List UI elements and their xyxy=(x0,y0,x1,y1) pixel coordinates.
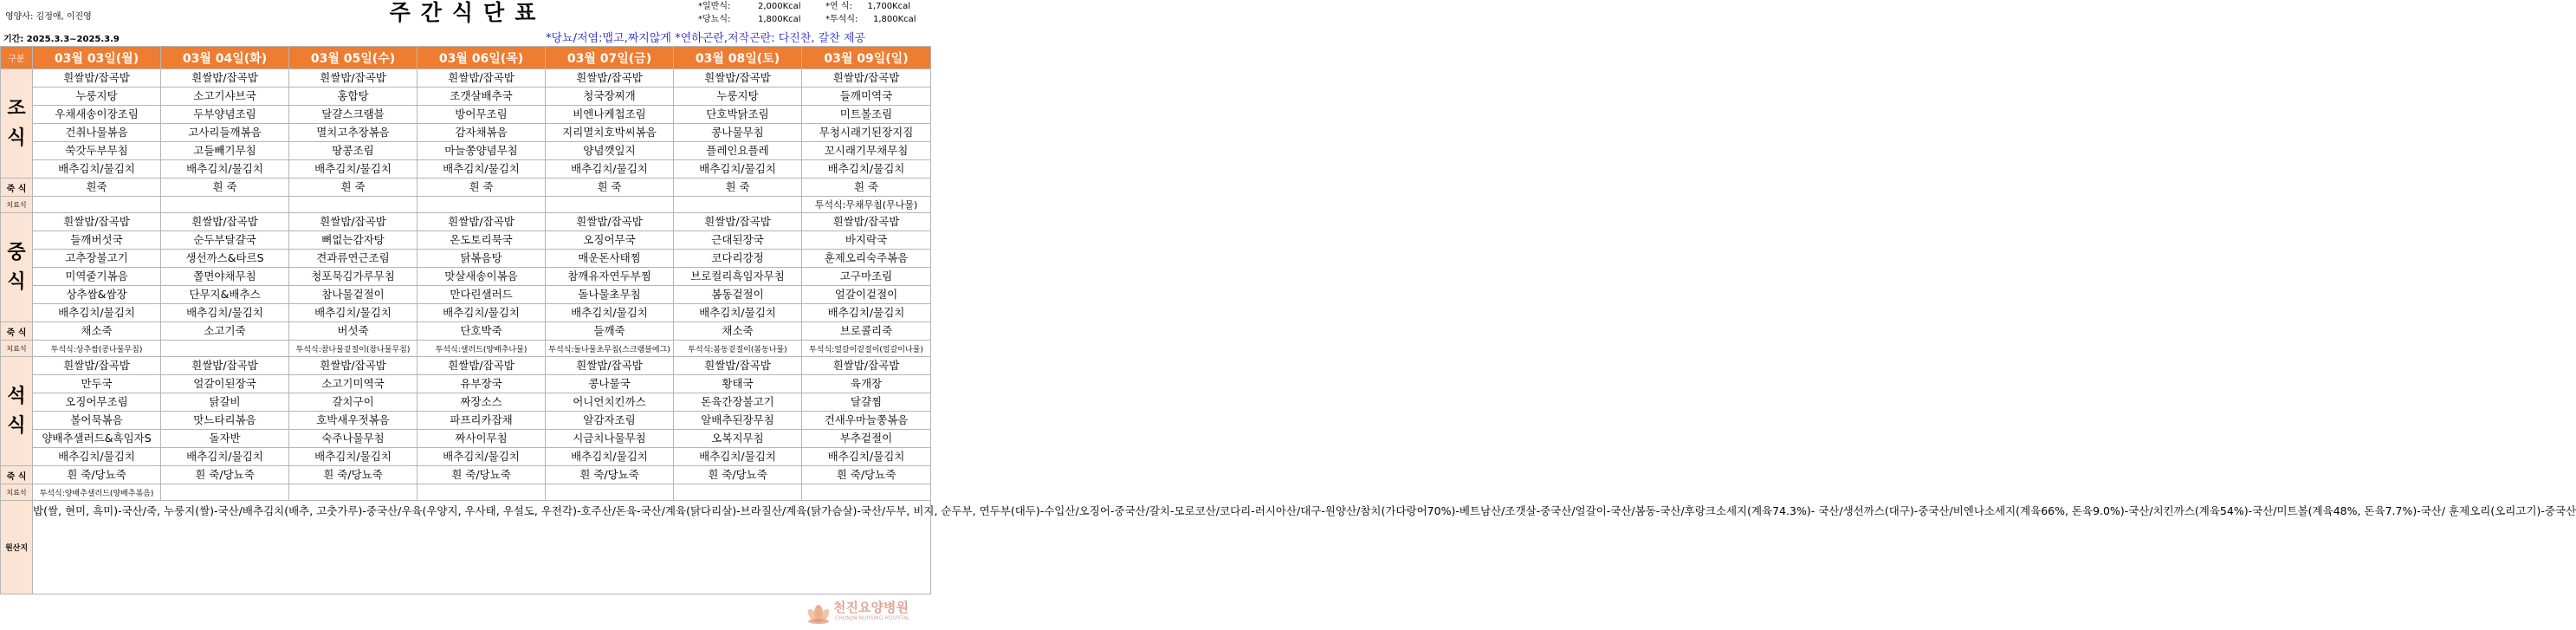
dish-cell: 달걀찜 xyxy=(802,393,931,412)
porridge-row-label: 죽 식 xyxy=(1,322,33,341)
dish-cell: 배추김치/물김치 xyxy=(289,160,417,179)
dish-cell: 흰쌀밥/잡곡밥 xyxy=(546,213,674,231)
dish-cell: 배추김치/물김치 xyxy=(33,304,161,322)
dish-cell: 어니언치킨까스 xyxy=(546,393,674,412)
menu-row xyxy=(1,69,931,88)
dish-cell: 소고기샤브국 xyxy=(161,88,289,106)
porridge-row-cell: 소고기죽 xyxy=(161,322,289,341)
dish-cell: 흰쌀밥/잡곡밥 xyxy=(161,213,289,231)
dish-cell: 배추김치/물김치 xyxy=(802,448,931,466)
dish-cell: 청국장찌개 xyxy=(546,88,674,106)
dish-cell: 오징어무국 xyxy=(546,231,674,250)
meal-label: 조 식 xyxy=(1,69,33,179)
dish-cell: 맛느타리볶음 xyxy=(161,412,289,430)
dish-cell: 흰쌀밥/잡곡밥 xyxy=(289,357,417,375)
therapeutic-row-cell: 투석식:상추쌈(콩나물무침) xyxy=(33,341,161,357)
therapeutic-row xyxy=(1,341,931,357)
menu-row xyxy=(1,124,931,142)
menu-row xyxy=(1,393,931,412)
dish-cell: 미역줄기볶음 xyxy=(33,268,161,286)
dish-cell: 흰쌀밥/잡곡밥 xyxy=(33,213,161,231)
dish-cell: 멸치고추장볶음 xyxy=(289,124,417,142)
menu-row xyxy=(1,213,931,231)
nutritionist-text: 영양사: 김정애, 이진영 xyxy=(5,12,92,22)
dish-cell: 참나물겉절이 xyxy=(289,286,417,304)
dish-cell: 순두부달걀국 xyxy=(161,231,289,250)
dish-cell: 배추김치/물김치 xyxy=(802,160,931,179)
dish-cell: 상추쌈&쌈장 xyxy=(33,286,161,304)
dish-cell: 배추김치/물김치 xyxy=(161,304,289,322)
dish-cell: 알배추된장무침 xyxy=(674,412,802,430)
menu-row xyxy=(1,412,931,430)
day-header: 03월 06일(목) xyxy=(417,47,546,69)
porridge-row-label: 죽 식 xyxy=(1,466,33,484)
diet-note: *당뇨/저염:맵고,짜지않게 *연하곤란,저작곤란: 다진찬, 갈찬 제공 xyxy=(546,32,866,45)
diabetic-value: 1,800Kcal xyxy=(757,15,801,24)
dish-cell: 배추김치/물김치 xyxy=(161,448,289,466)
dish-cell: 흰쌀밥/잡곡밥 xyxy=(802,69,931,88)
porridge-row-cell: 들깨죽 xyxy=(546,322,674,341)
period-text: 기간: 2025.3.3~2025.3.9 xyxy=(3,35,120,44)
dish-cell: 배추김치/물김치 xyxy=(417,448,546,466)
porridge-row-cell: 흰 죽/당뇨죽 xyxy=(417,466,546,484)
dish-cell: 배추김치/물김치 xyxy=(289,304,417,322)
dish-cell: 배추김치/물김치 xyxy=(546,160,674,179)
dish-cell: 바지락국 xyxy=(802,231,931,250)
dish-cell: 누룽지탕 xyxy=(674,88,802,106)
dish-cell: 매운돈사태찜 xyxy=(546,250,674,268)
origin-row xyxy=(1,501,931,594)
hospital-logo xyxy=(804,596,930,627)
dish-cell: 건새우마늘쫑볶음 xyxy=(802,412,931,430)
dish-cell: 코다리강정 xyxy=(674,250,802,268)
porridge-row-cell: 흰 죽/당뇨죽 xyxy=(674,466,802,484)
therapeutic-row-cell: 투석식:무채무침(무나물) xyxy=(802,197,931,213)
porridge-row-cell: 흰 죽 xyxy=(289,179,417,197)
dialysis-value: 1,800Kcal xyxy=(872,15,916,24)
dish-cell: 부추겉절이 xyxy=(802,430,931,448)
dish-cell: 시금치나물무침 xyxy=(546,430,674,448)
dish-cell: 미트볼조림 xyxy=(802,106,931,124)
therapeutic-row xyxy=(1,484,931,501)
dish-cell: 배추김치/물김치 xyxy=(289,448,417,466)
therapeutic-row-cell xyxy=(33,197,161,213)
dish-cell: 배추김치/물김치 xyxy=(33,448,161,466)
menu-body xyxy=(1,69,2576,594)
menu-row xyxy=(1,106,931,124)
dish-cell: 돌나물초무침 xyxy=(546,286,674,304)
porridge-row-cell: 흰 죽 xyxy=(802,179,931,197)
dish-cell: 단호박닭조림 xyxy=(674,106,802,124)
origin-label: 원산지 xyxy=(1,501,33,594)
dish-cell: 오복지무침 xyxy=(674,430,802,448)
menu-row xyxy=(1,286,931,304)
dish-cell: 닭볶음탕 xyxy=(417,250,546,268)
origin-text: 밥(쌀, 현미, 흑미)-국산/죽, 누룽지(쌀)-국산/배추김치(배추, 고춧가루)-중국산/우육(우양지, 우사태, 우설도, 우전각)-호주산/돈육-국산/계육(닭다리살)-브라질산/계육(닭가슴살)-국산/두부, 비지, 순두부, 연두부(대두)-수입산/오징어-중국산/갈치-모로코산/코다리-러시아산/대구-원양산/참치(가다랑어70%)-베트남산/조갯살-중국산/얼갈이-국산/봄동-국산/후랑크소세지(계육74.3%)- 국산/생선까스(대구)-중국산/비엔나소세지(계육66%, 돈육9.0%)-국산/치킨까스(계육54%)-국산/미트볼(계육48%, 돈육7.7%)-국산/ 훈제오리(오리고기)-중국산 xyxy=(33,501,931,594)
diabetic-label: *당뇨식: xyxy=(698,15,731,24)
dish-cell: 얼갈이된장국 xyxy=(161,375,289,393)
dish-cell: 건취나물볶음 xyxy=(33,124,161,142)
menu-row xyxy=(1,268,931,286)
dish-cell: 비엔나케첩조림 xyxy=(546,106,674,124)
meal-label: 중 식 xyxy=(1,213,33,322)
dish-cell: 흰쌀밥/잡곡밥 xyxy=(417,357,546,375)
dish-cell: 근대된장국 xyxy=(674,231,802,250)
therapeutic-row-cell: 투석식:참나물겉절이(참나물무침) xyxy=(289,341,417,357)
weekly-menu-table xyxy=(0,46,2576,594)
dish-cell: 두부양념조림 xyxy=(161,106,289,124)
porridge-row-cell: 흰 죽/당뇨죽 xyxy=(33,466,161,484)
dish-cell: 돈육간장불고기 xyxy=(674,393,802,412)
dish-cell: 무청시래기된장지짐 xyxy=(802,124,931,142)
dish-cell: 흰쌀밥/잡곡밥 xyxy=(546,357,674,375)
dish-cell: 배추김치/물김치 xyxy=(417,160,546,179)
dish-cell: 플레인요플레 xyxy=(674,142,802,160)
day-header: 03월 07일(금) xyxy=(546,47,674,69)
page-title: 주간식단표 xyxy=(389,0,547,25)
day-header: 03월 09일(일) xyxy=(802,47,931,69)
dish-cell: 참깨유자연두부찜 xyxy=(546,268,674,286)
porridge-row-label: 죽 식 xyxy=(1,179,33,197)
dish-cell: 흰쌀밥/잡곡밥 xyxy=(289,69,417,88)
dish-cell: 맛살새송이볶음 xyxy=(417,268,546,286)
therapeutic-row-cell xyxy=(802,484,931,501)
dish-cell: 고추장불고기 xyxy=(33,250,161,268)
therapeutic-row-cell xyxy=(161,197,289,213)
menu-row xyxy=(1,304,931,322)
dish-cell: 배추김치/물김치 xyxy=(33,160,161,179)
dish-cell: 흰쌀밥/잡곡밥 xyxy=(802,213,931,231)
therapeutic-row-cell: 투석식:양배추샐러드(양배추볶음) xyxy=(33,484,161,501)
dish-cell: 알감자조림 xyxy=(546,412,674,430)
dish-cell: 흰쌀밥/잡곡밥 xyxy=(33,69,161,88)
therapeutic-row-cell xyxy=(674,197,802,213)
dish-cell: 볼어묵볶음 xyxy=(33,412,161,430)
dish-cell: 콩나물국 xyxy=(546,375,674,393)
dish-cell: 고구마조림 xyxy=(802,268,931,286)
porridge-row-cell: 버섯죽 xyxy=(289,322,417,341)
therapeutic-row-cell xyxy=(289,197,417,213)
porridge-row-cell: 채소죽 xyxy=(674,322,802,341)
dish-cell: 육개장 xyxy=(802,375,931,393)
dish-cell: 흰쌀밥/잡곡밥 xyxy=(546,69,674,88)
dish-cell: 배추김치/물김치 xyxy=(802,304,931,322)
dish-cell: 배추김치/물김치 xyxy=(546,304,674,322)
soft-label: *연 식: xyxy=(825,2,852,11)
porridge-row-cell: 단호박죽 xyxy=(417,322,546,341)
dish-cell: 유부장국 xyxy=(417,375,546,393)
porridge-row-cell: 흰 죽/당뇨죽 xyxy=(546,466,674,484)
dish-cell: 배추김치/물김치 xyxy=(674,304,802,322)
day-header-row xyxy=(1,47,931,69)
dish-cell: 땅콩조림 xyxy=(289,142,417,160)
therapeutic-row-cell xyxy=(417,484,546,501)
dish-cell: 청포묵김가루무침 xyxy=(289,268,417,286)
dish-cell: 꼬시래기무채무침 xyxy=(802,142,931,160)
porridge-row-cell: 흰 죽 xyxy=(674,179,802,197)
dish-cell: 우채새송이장조림 xyxy=(33,106,161,124)
day-header: 03월 05일(수) xyxy=(289,47,417,69)
dialysis-label: *투석식: xyxy=(825,15,858,24)
dish-cell: 배추김치/물김치 xyxy=(161,160,289,179)
menu-row xyxy=(1,231,931,250)
day-header: 03월 08일(토) xyxy=(674,47,802,69)
dish-cell: 봄동겉절이 xyxy=(674,286,802,304)
dish-cell: 흰쌀밥/잡곡밥 xyxy=(289,213,417,231)
calorie-info-left xyxy=(698,0,801,26)
dish-cell: 소고기미역국 xyxy=(289,375,417,393)
dish-cell: 단무지&배추스 xyxy=(161,286,289,304)
porridge-row-cell: 흰 죽/당뇨죽 xyxy=(802,466,931,484)
hospital-subtitle: CHUNJIN NURSING HOSPITAL xyxy=(835,615,910,621)
dish-cell: 숙주나물무침 xyxy=(289,430,417,448)
dish-cell: 들깨미역국 xyxy=(802,88,931,106)
dish-cell: 양념깻잎지 xyxy=(546,142,674,160)
therapeutic-row-cell xyxy=(417,197,546,213)
dish-cell: 만다린샐러드 xyxy=(417,286,546,304)
corner-label: 구분 xyxy=(1,47,33,69)
therapeutic-row-cell xyxy=(289,484,417,501)
therapeutic-row-cell xyxy=(546,484,674,501)
therapeutic-row-cell: 투석식:샐러드(양배추나물) xyxy=(417,341,546,357)
porridge-row-cell: 흰죽 xyxy=(33,179,161,197)
dish-cell: 흰쌀밥/잡곡밥 xyxy=(674,357,802,375)
dish-cell: 닭갈비 xyxy=(161,393,289,412)
dish-cell: 짜사이무침 xyxy=(417,430,546,448)
porridge-row-cell: 채소죽 xyxy=(33,322,161,341)
regular-value: 2,000Kcal xyxy=(757,2,801,11)
therapeutic-row xyxy=(1,197,931,213)
dish-cell: 쑥갓두부무침 xyxy=(33,142,161,160)
dish-cell: 배추김치/물김치 xyxy=(417,304,546,322)
porridge-row xyxy=(1,466,931,484)
dish-cell: 브로컬리흑임자무침 xyxy=(674,268,802,286)
dish-cell: 흰쌀밥/잡곡밥 xyxy=(802,357,931,375)
menu-row xyxy=(1,250,931,268)
dish-cell: 만두국 xyxy=(33,375,161,393)
dish-cell: 흰쌀밥/잡곡밥 xyxy=(33,357,161,375)
dish-cell: 들깨버섯국 xyxy=(33,231,161,250)
dish-cell: 배추김치/물김치 xyxy=(674,160,802,179)
dish-cell: 고사리들깨볶음 xyxy=(161,124,289,142)
therapeutic-row-label: 치료식 xyxy=(1,341,33,357)
dish-cell: 뼈없는감자탕 xyxy=(289,231,417,250)
dish-cell: 흰쌀밥/잡곡밥 xyxy=(674,69,802,88)
dish-cell: 흰쌀밥/잡곡밥 xyxy=(417,69,546,88)
dish-cell: 흰쌀밥/잡곡밥 xyxy=(674,213,802,231)
day-header: 03월 04일(화) xyxy=(161,47,289,69)
dish-cell: 방어무조림 xyxy=(417,106,546,124)
lotus-icon xyxy=(806,599,832,625)
dish-cell: 누룽지탕 xyxy=(33,88,161,106)
menu-row xyxy=(1,448,931,466)
menu-row xyxy=(1,160,931,179)
dish-cell: 양배추샐러드&흑임자S xyxy=(33,430,161,448)
therapeutic-row-label: 치료식 xyxy=(1,484,33,501)
dish-cell: 감자채볶음 xyxy=(417,124,546,142)
dish-cell: 온도토리묵국 xyxy=(417,231,546,250)
dish-cell: 배추김치/물김치 xyxy=(674,448,802,466)
dish-cell: 흰쌀밥/잡곡밥 xyxy=(161,357,289,375)
dish-cell: 견과류연근조림 xyxy=(289,250,417,268)
hospital-name: 천진요양병원 xyxy=(833,600,909,615)
dish-cell: 마늘쫑양념무침 xyxy=(417,142,546,160)
dish-cell: 배추김치/물김치 xyxy=(546,448,674,466)
dish-cell: 짜장소스 xyxy=(417,393,546,412)
dish-cell: 생선까스&타르S xyxy=(161,250,289,268)
therapeutic-row-cell xyxy=(161,341,289,357)
dish-cell: 흰쌀밥/잡곡밥 xyxy=(161,69,289,88)
dish-cell: 흰쌀밥/잡곡밥 xyxy=(417,213,546,231)
menu-row xyxy=(1,142,931,160)
dish-cell: 홍합탕 xyxy=(289,88,417,106)
dish-cell: 얼갈이겉절이 xyxy=(802,286,931,304)
therapeutic-row-cell xyxy=(161,484,289,501)
dish-cell: 갈치구이 xyxy=(289,393,417,412)
dish-cell: 훈제오리숙주볶음 xyxy=(802,250,931,268)
dish-cell: 돌자반 xyxy=(161,430,289,448)
regular-label: *일반식: xyxy=(698,2,731,11)
menu-row xyxy=(1,430,931,448)
therapeutic-row-label: 치료식 xyxy=(1,197,33,213)
porridge-row-cell: 흰 죽 xyxy=(417,179,546,197)
menu-row xyxy=(1,357,931,375)
page-header xyxy=(0,0,933,46)
meal-label: 석 식 xyxy=(1,357,33,466)
porridge-row xyxy=(1,322,931,341)
dish-cell: 지리멸치호박씨볶음 xyxy=(546,124,674,142)
soft-value: 1,700Kcal xyxy=(867,2,911,11)
menu-row xyxy=(1,375,931,393)
dish-cell: 달걀스크램블 xyxy=(289,106,417,124)
therapeutic-row-cell: 투석식:얼갈이겉절이(얼갈이나물) xyxy=(802,341,931,357)
dish-cell: 파프리카잡채 xyxy=(417,412,546,430)
porridge-row xyxy=(1,179,931,197)
porridge-row-cell: 흰 죽/당뇨죽 xyxy=(161,466,289,484)
therapeutic-row-cell xyxy=(546,197,674,213)
porridge-row-cell: 브로콜리죽 xyxy=(802,322,931,341)
dish-cell: 호박새우젓볶음 xyxy=(289,412,417,430)
therapeutic-row-cell: 투석식:돌나물초무침(스크램블에그) xyxy=(546,341,674,357)
dish-cell: 콩나물무침 xyxy=(674,124,802,142)
dish-cell: 오징어무조림 xyxy=(33,393,161,412)
day-header: 03월 03일(월) xyxy=(33,47,161,69)
dish-cell: 조갯살배추국 xyxy=(417,88,546,106)
porridge-row-cell: 흰 죽 xyxy=(546,179,674,197)
dish-cell: 쫄면야채무침 xyxy=(161,268,289,286)
porridge-row-cell: 흰 죽/당뇨죽 xyxy=(289,466,417,484)
therapeutic-row-cell: 투석식:봄동겉절이(봄동나물) xyxy=(674,341,802,357)
calorie-info-right xyxy=(825,0,916,26)
menu-row xyxy=(1,88,931,106)
dish-cell: 고들빼기무침 xyxy=(161,142,289,160)
therapeutic-row-cell xyxy=(674,484,802,501)
dish-cell: 황태국 xyxy=(674,375,802,393)
porridge-row-cell: 흰 죽 xyxy=(161,179,289,197)
